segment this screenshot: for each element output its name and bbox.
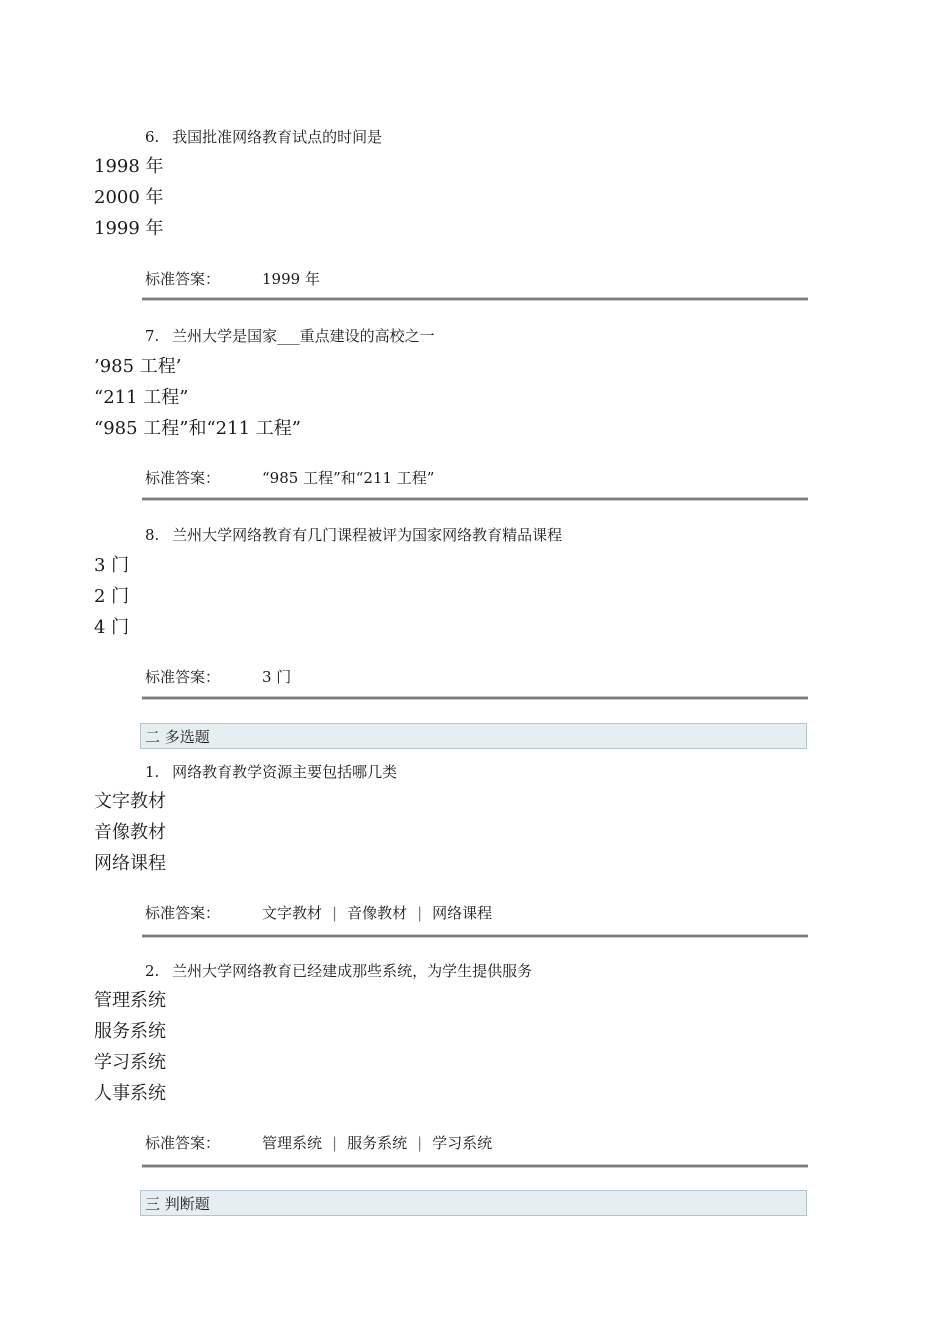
multi-question-1 [145, 761, 397, 782]
question-number: 2. [145, 962, 160, 980]
option[interactable]: 1998 年 [94, 156, 164, 177]
question-8 [145, 524, 562, 545]
answer-label: 标准答案： [145, 270, 221, 288]
divider [142, 497, 808, 501]
question-text: 兰州大学是国家___重点建设的高校之一 [172, 327, 435, 345]
answer-item: 网络课程 [432, 904, 493, 922]
answer-label: 标准答案： [145, 1134, 221, 1152]
question-number: 6. [145, 128, 160, 146]
option[interactable]: 学习系统 [94, 1052, 166, 1073]
divider [142, 1164, 808, 1168]
option[interactable]: “985 工程”和“211 工程” [94, 418, 301, 439]
option[interactable]: 1999 年 [94, 218, 164, 239]
answer-item: 管理系统 [262, 1134, 323, 1152]
question-7 [145, 325, 435, 346]
answer-label: 标准答案： [145, 904, 221, 922]
answer-value [262, 1132, 492, 1153]
divider [142, 297, 808, 301]
question-number: 8. [145, 526, 160, 544]
option[interactable]: 网络课程 [94, 853, 166, 874]
answer-separator: | [417, 1134, 423, 1152]
answer-separator: | [332, 1134, 338, 1152]
section-header-judge: 三 判断题 [140, 1190, 807, 1216]
question-number: 1. [145, 763, 160, 781]
question-text: 兰州大学网络教育已经建成那些系统，为学生提供服务 [172, 962, 533, 980]
answer-label: 标准答案： [145, 668, 221, 686]
divider [142, 696, 808, 700]
answer-value: 1999 年 [262, 270, 320, 288]
question-text: 兰州大学网络教育有几门课程被评为国家网络教育精品课程 [172, 526, 563, 544]
answer-item: 服务系统 [347, 1134, 408, 1152]
answer-item: 音像教材 [347, 904, 408, 922]
option[interactable]: 2 门 [94, 586, 130, 607]
question-number: 7. [145, 327, 160, 345]
answer-item: 文字教材 [262, 904, 323, 922]
question-text: 我国批准网络教育试点的时间是 [172, 128, 383, 146]
option[interactable]: 文字教材 [94, 791, 166, 812]
option[interactable]: 管理系统 [94, 990, 166, 1011]
answer-item: 学习系统 [432, 1134, 493, 1152]
option[interactable]: 人事系统 [94, 1083, 166, 1104]
divider [142, 934, 808, 938]
option[interactable]: “211 工程” [94, 387, 189, 408]
option[interactable]: ’985 工程’ [94, 356, 182, 377]
answer-separator: | [417, 904, 423, 922]
option[interactable]: 4 门 [94, 617, 130, 638]
answer-value [262, 902, 492, 923]
option[interactable]: 服务系统 [94, 1021, 166, 1042]
option[interactable]: 2000 年 [94, 187, 164, 208]
option[interactable]: 3 门 [94, 555, 130, 576]
question-6 [145, 126, 382, 147]
multi-question-2 [145, 960, 532, 981]
section-header-multi: 二 多选题 [140, 723, 807, 749]
option[interactable]: 音像教材 [94, 822, 166, 843]
answer-label: 标准答案： [145, 469, 221, 487]
answer-value: 3 门 [262, 668, 292, 686]
answer-separator: | [332, 904, 338, 922]
answer-value: “985 工程”和“211 工程” [262, 469, 435, 487]
question-text: 网络教育教学资源主要包括哪几类 [172, 763, 398, 781]
